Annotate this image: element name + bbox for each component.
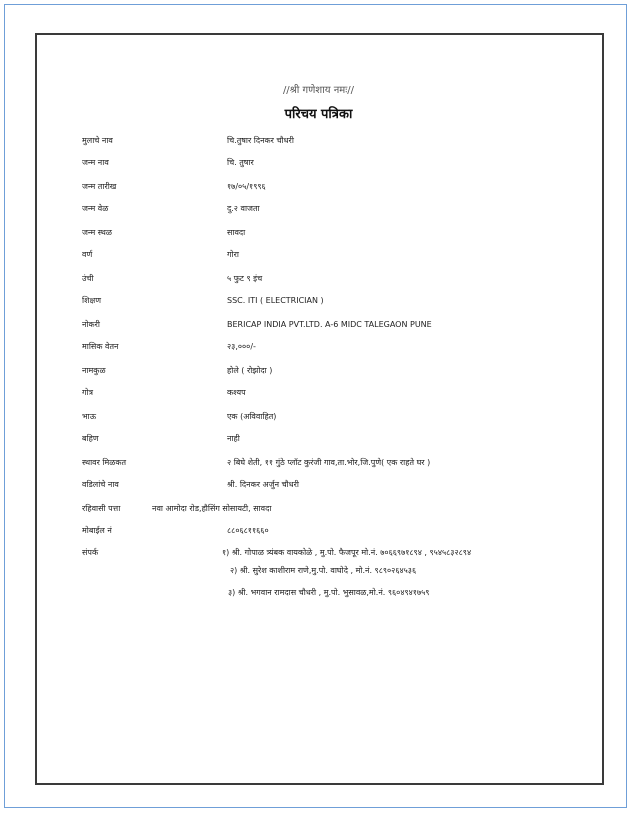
field-row [82,226,562,240]
field-row [82,410,562,424]
field-label: नामकुळ [82,366,106,375]
field-value: चि.तुषार दिनकर चौधरी [227,136,294,145]
field-row [82,546,562,560]
field-row [82,134,562,148]
invocation-line: //श्री गणेशाय नमः// [282,85,355,96]
field-row [82,340,562,354]
field-label: गोत्र [82,388,93,397]
field-label: संपर्क [82,548,99,557]
field-label: स्थावर मिळकत [82,458,127,467]
field-label: जन्म स्थळ [82,228,112,237]
field-value: सावदा [227,228,246,237]
field-label: बहिण [82,434,99,443]
field-label: भाऊ [82,412,96,421]
field-value: २३,०००/- [227,342,256,351]
field-row [82,386,562,400]
field-value: श्री. दिनकर अर्जुन चौधरी [227,480,299,489]
field-value: SSC. ITI ( ELECTRICIAN ) [227,296,324,305]
field-row [82,180,562,194]
field-value: कश्यप [227,388,246,397]
field-row [82,432,562,446]
field-label: मोबाईल नं [82,526,112,535]
field-value: दु.२ वाजता [227,204,260,213]
field-label: शिक्षण [82,296,102,305]
field-value: BERICAP INDIA PVT.LTD. A-6 MIDC TALEGAON PUNE [227,320,432,329]
field-row [82,318,562,332]
field-label: वर्ण [82,250,93,259]
field-label: रहिवासी पत्ता [82,504,121,513]
field-value: ५ फुट ९ इंच [227,274,263,283]
field-value: होले ( रोझोदा ) [227,366,273,375]
field-value: १) श्री. गोपाळ त्र्यंबक वायकोळे , मु.पो. फैजपूर मो.नं. ७०६६९७१८९४ , ९५४५८३२८९४ [222,548,472,557]
field-row [82,364,562,378]
field-row [82,502,562,516]
contact-line: ३) श्री. भगवान रामदास चौधरी , मु.पो. भुसावळ,मो.नं. ९६०४९४१७५९ [228,588,430,597]
field-row [82,524,562,538]
contact-line: २) श्री. सुरेश काशीराम राणे,मु.पो. वाघोदे , मो.नं. ९८९०२६४५३६ [230,566,417,575]
field-value: एक (अविवाहित) [227,412,277,421]
field-row [82,478,562,492]
field-value: चि. तुषार [227,158,254,167]
field-value: १७/०५/१९९६ [227,182,266,191]
field-label: मुलाचे नाव [82,136,113,145]
document-title: परिचय पत्रिका [284,107,353,122]
field-label: जन्म नाव [82,158,109,167]
field-value: गोरा [227,250,239,259]
field-value: २ बिघे शेती, ११ गुंठे प्लॉट कुरंजी गाव,ता.भोर,जि.पुणे( एक राहते घर ) [227,458,431,467]
field-label: जन्म तारीख [82,182,117,191]
field-row [82,294,562,308]
field-value: ८८०६८११६६० [227,526,269,535]
field-value: नाही [227,434,240,443]
field-label: वडिलांचे नाव [82,480,119,489]
field-row [82,272,562,286]
field-row [82,456,562,470]
field-value: नवा आमोदा रोड,हौसिंग सोसायटी, सावदा [152,504,272,513]
field-label: उंची [82,274,94,283]
field-row [82,248,562,262]
field-row [82,156,562,170]
field-label: मासिक वेतन [82,342,119,351]
field-row [82,202,562,216]
field-label: जन्म वेळ [82,204,109,213]
field-label: नोकरी [82,320,100,329]
